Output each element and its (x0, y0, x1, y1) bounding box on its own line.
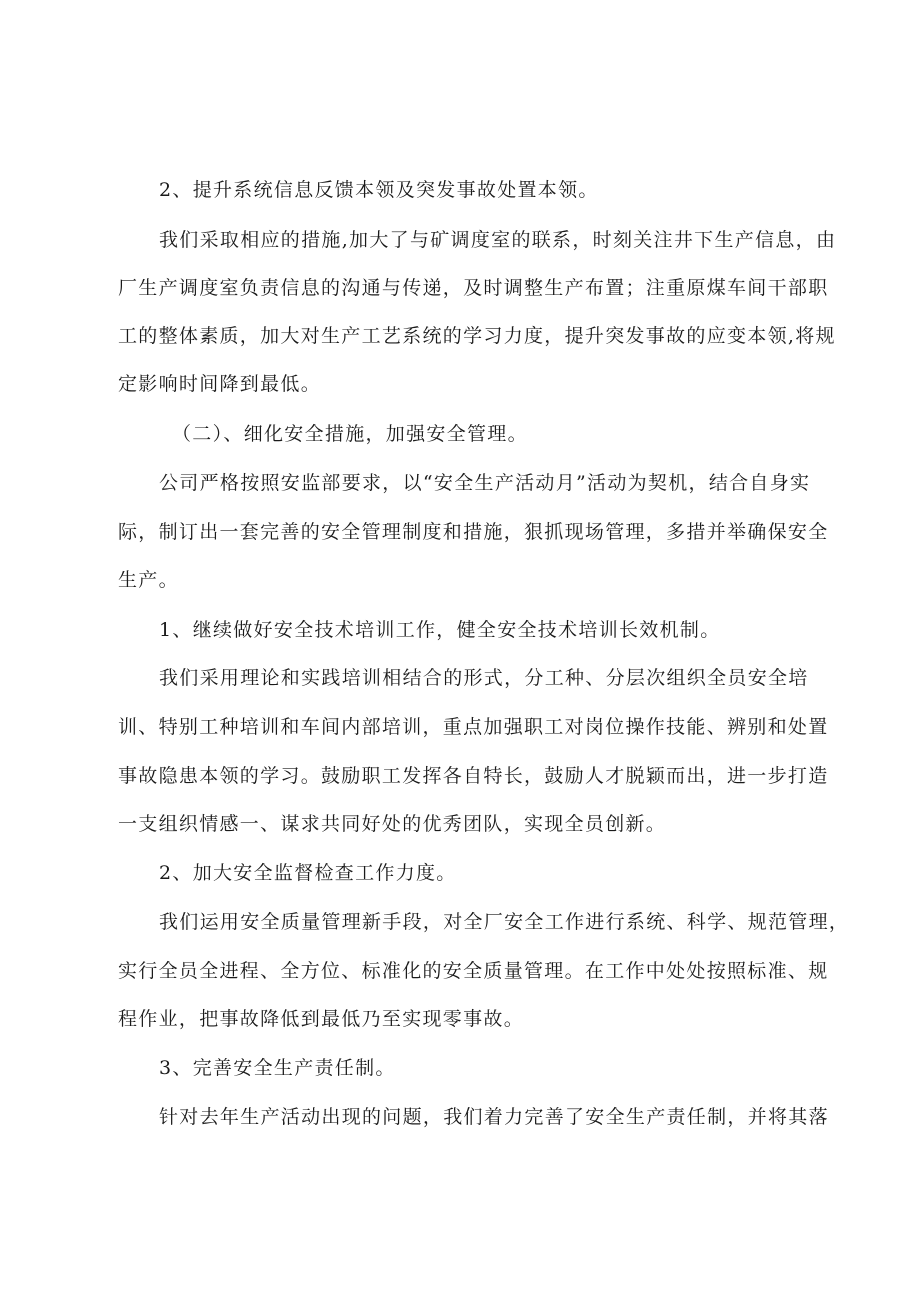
paragraph-line: 事故隐患本领的学习。鼓励职工发挥各自特长，鼓励人才脱颖而出，进一步打造 (118, 765, 829, 787)
paragraph-line: 公司严格按照安监部要求，以“安全生产活动月”活动为契机，结合自身实 (159, 472, 811, 494)
section-heading: 3、完善安全生产责任制。 (159, 1057, 396, 1079)
section-heading: 2、提升系统信息反馈本领及突发事故处置本领。 (159, 179, 599, 201)
paragraph-line: 我们采用理论和实践培训相结合的形式，分工种、分层次组织全员安全培 (159, 667, 809, 689)
section-heading: （二）、细化安全措施，加强安全管理。 (172, 423, 528, 445)
section-heading: 2、加大安全监督检查工作力度。 (159, 862, 457, 884)
section-heading: 1、继续做好安全技术培训工作，健全安全技术培训长效机制。 (159, 619, 721, 641)
paragraph-line: 程作业，把事故降低到最低乃至实现零事故。 (118, 1008, 525, 1030)
paragraph-line: 厂生产调度室负责信息的沟通与传递，及时调整生产布置；注重原煤车间干部职 (118, 277, 829, 299)
paragraph-line: 训、特别工种培训和车间内部培训，重点加强职工对岗位操作技能、辨别和处置 (118, 716, 829, 738)
paragraph-line: 我们采取相应的措施,加大了与矿调度室的联系，时刻关注井下生产信息，由 (159, 229, 837, 251)
paragraph-line: 针对去年生产活动出现的问题，我们着力完善了安全生产责任制，并将其落 (159, 1106, 829, 1128)
paragraph-line: 实行全员全进程、全方位、标准化的安全质量管理。在工作中处处按照标准、规 (118, 960, 829, 982)
paragraph-line: 一支组织情感一、谋求共同好处的优秀团队，实现全员创新。 (118, 813, 667, 835)
paragraph-line: 际，制订出一套完善的安全管理制度和措施，狠抓现场管理，多措并举确保安全 (118, 521, 829, 543)
paragraph-line: 工的整体素质，加大对生产工艺系统的学习力度，提升突发事故的应变本领,将规 (118, 325, 836, 347)
paragraph-line: 我们运用安全质量管理新手段，对全厂安全工作进行系统、科学、规范管理， (159, 911, 850, 933)
paragraph-line: 生产。 (118, 569, 179, 591)
paragraph-line: 定影响时间降到最低。 (118, 373, 322, 395)
